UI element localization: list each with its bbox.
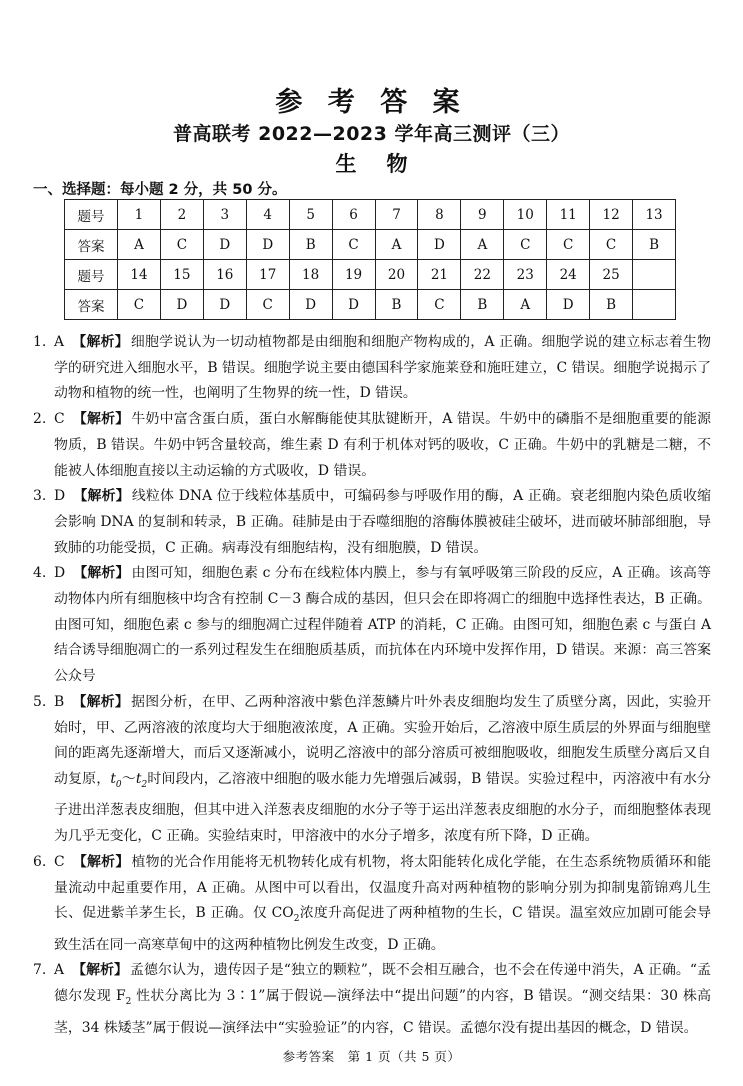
table-cell: B [375,290,418,320]
table-cell: 12 [590,200,633,230]
explanation-item-4 [33,561,711,690]
table-cell: 4 [246,200,289,230]
table-cell: 20 [375,260,418,290]
table-cell: B [590,290,633,320]
answer-row [65,230,676,260]
table-cell: 22 [461,260,504,290]
table-cell: 5 [289,200,332,230]
table-cell: D [547,290,590,320]
table-cell: 6 [332,200,375,230]
table-cell: 13 [633,200,676,230]
table-cell: 7 [375,200,418,230]
answer-table [64,199,676,320]
explanation-text: 植物的光合作用能将无机物转化成有机物，将太阳能转化成化学能，在生态系统物质循环和能量流动中起重要作用，A 正确。从图中可以看出，仅温度升高对两种植物的影响分别为抑制鬼箭锦鸡儿生长、促进紫羊茅生长，B 正确。仅 CO [54,853,711,922]
table-cell: C [504,230,547,260]
answer-letter: C [54,853,65,870]
analysis-tag: 【解析】 [73,565,130,582]
table-cell [633,260,676,290]
page-title: 参 考 答 案 [275,87,468,118]
table-cell: B [461,290,504,320]
row-label: 答案 [65,230,118,260]
answer-letter: D [54,488,66,505]
table-cell: 1 [118,200,161,230]
question-number: 6. [33,853,47,870]
table-cell: C [246,290,289,320]
subscript: 2 [293,914,300,925]
row-label: 答案 [65,290,118,320]
explanation-text: 线粒体 DNA 位于线粒体基质中，可编码参与呼吸作用的酶，A 正确。衰老细胞内染色质收缩会影响 DNA 的复制和转录，B 正确。硅肺是由于吞噬细胞的溶酶体膜被硅尘破坏，进而破坏肺部细胞，导致肺的功能受损，C 正确。病毒没有细胞结构，没有细胞膜，D 错误。 [54,488,711,556]
analysis-tag: 【解析】 [72,962,129,979]
table-cell: 18 [289,260,332,290]
analysis-tag: 【解析】 [72,334,129,350]
subject-heading: 生物 [335,152,438,176]
subscript: 2 [125,996,132,1007]
page-footer: 参考答案 第 1 页（共 5 页） [282,1049,461,1064]
table-cell: 24 [547,260,590,290]
table-cell: 11 [547,200,590,230]
answer-letter: A [54,962,65,979]
question-number: 4. [33,565,47,582]
row-label: 题号 [65,200,118,230]
explanation-item-3 [33,484,711,561]
table-cell: 3 [203,200,246,230]
table-cell: 15 [160,260,203,290]
table-cell: D [289,290,332,320]
table-cell: C [332,230,375,260]
table-cell: 8 [418,200,461,230]
explanation-text: 牛奶中富含蛋白质，蛋白水解酶能使其肽键断开，A 错误。牛奶中的磷脂不是细胞重要的能源物质，B 错误。牛奶中钙含量较高，维生素 D 有利于机体对钙的吸收，C 正确。牛奶中的乳糖是二糖，不能被人体细胞直接以主动运输的方式吸收，D 错误。 [54,411,711,479]
explanation-item-6 [33,850,711,959]
number-row [65,200,676,230]
question-number: 2. [33,411,47,428]
question-number: 5. [33,693,47,710]
table-cell: D [418,230,461,260]
answer-row [65,290,676,320]
answer-letter: D [54,565,66,582]
table-cell [633,290,676,320]
analysis-tag: 【解析】 [73,488,130,505]
question-number: 3. [33,488,47,505]
question-number: 1. [33,334,47,350]
row-label: 题号 [65,260,118,290]
table-cell: 19 [332,260,375,290]
answer-letter: C [54,411,65,428]
explanation-item-5 [33,690,711,850]
explanation-text: 据图分析，在甲、乙两种溶液中紫色洋葱鳞片叶外表皮细胞均发生了质壁分离，因此，实验开始时，甲、乙两溶液的浓度均大于细胞液浓度，A 正确。实验开始后，乙溶液中原生质层的外界面与细胞壁间的距离先逐渐增大，而后又逐渐减小，说明乙溶液中的部分溶质可被细胞吸收，细胞发生质壁分离后又自动复原， [54,693,711,787]
time-symbol-t0: $t_0$ [110,770,122,790]
explanation-text-cont: 性状分离比为 3∶1”属于假说—演绎法中“提出问题”的内容，B 错误。“测交结果：30 株高茎，34 株矮茎”属于假说—演绎法中“实验验证”的内容，C 错误。孟德尔没有提出基因的概念，D 错误。 [54,988,711,1036]
answer-letter: B [54,693,65,710]
question-number: 7. [33,962,47,979]
table-cell: A [504,290,547,320]
number-row [65,260,676,290]
explanation-text: 孟德尔认为，遗传因子是“独立的颗粒”，既不会相互融合，也不会在传递中消失，A 正确。“孟德尔发现 F [54,962,711,1005]
table-cell: A [461,230,504,260]
table-cell: 25 [590,260,633,290]
table-cell: C [118,290,161,320]
explanation-list [33,330,711,1041]
table-cell: B [633,230,676,260]
table-cell: C [160,230,203,260]
section-heading: 一、选择题：每小题 2 分，共 50 分。 [33,182,287,198]
exam-subtitle: 普高联考 2022—2023 学年高三测评（三） [173,123,570,145]
explanation-item-7 [33,958,711,1041]
explanation-item-2 [33,407,711,484]
table-cell: 16 [203,260,246,290]
table-cell: A [118,230,161,260]
table-cell: 9 [461,200,504,230]
explanation-text: 细胞学说认为一切动植物都是由细胞和细胞产物构成的，A 正确。细胞学说的建立标志着生物学的研究进入细胞水平，B 错误。细胞学说主要由德国科学家施莱登和施旺建立，C 错误。细胞学说揭示了动物和植物的统一性，也阐明了生物界的统一性，D 错误。 [54,334,711,402]
table-cell: 14 [118,260,161,290]
table-cell: A [375,230,418,260]
table-cell: C [418,290,461,320]
table-cell: C [590,230,633,260]
explanation-text-cont: 浓度升高促进了两种植物的生长，C 错误。温室效应加剧可能会导致生活在同一高寒草甸中的这两种植物比例发生改变，D 正确。 [54,905,711,953]
analysis-tag: 【解析】 [72,853,130,870]
analysis-tag: 【解析】 [72,693,130,710]
table-cell: 23 [504,260,547,290]
table-cell: D [203,230,246,260]
table-cell: B [289,230,332,260]
table-cell: 2 [160,200,203,230]
time-symbol-t2: $t_2$ [135,770,148,790]
explanation-text-cont: 时间段内，乙溶液中细胞的吸水能力先增强后减弱，B 错误。实验过程中，丙溶液中有水分子进出洋葱表皮细胞，但其中进入洋葱表皮细胞的水分子等于运出洋葱表皮细胞的水分子，而细胞整体表现为几乎无变化，C 正确。实验结束时，甲溶液中的水分子增多，浓度有所下降，D 正确。 [54,770,711,845]
table-cell: D [332,290,375,320]
explanation-item-1 [33,330,711,407]
analysis-tag: 【解析】 [72,411,130,428]
table-cell: D [246,230,289,260]
table-cell: D [203,290,246,320]
explanation-text: 由图可知，细胞色素 c 分布在线粒体内膜上，参与有氧呼吸第三阶段的反应，A 正确。该高等动物体内所有细胞核中均含有控制 C－3 酶合成的基因，但只会在即将凋亡的细胞中选择性表达，B 正确。由图可知，细胞色素 c 参与的细胞凋亡过程伴随着 ATP 的消耗，C 正确。由图可知，细胞色素 c 与蛋白 A 结合诱导细胞凋亡的一系列过程发生在细胞质基质，而抗体在内环境中发挥作用，D 错误。来源：高三答案公众号 [54,565,711,685]
table-cell: 21 [418,260,461,290]
answer-letter: A [54,334,65,350]
table-cell: 17 [246,260,289,290]
table-cell: 10 [504,200,547,230]
range-separator: ～ [121,770,136,787]
table-cell: C [547,230,590,260]
table-cell: D [160,290,203,320]
